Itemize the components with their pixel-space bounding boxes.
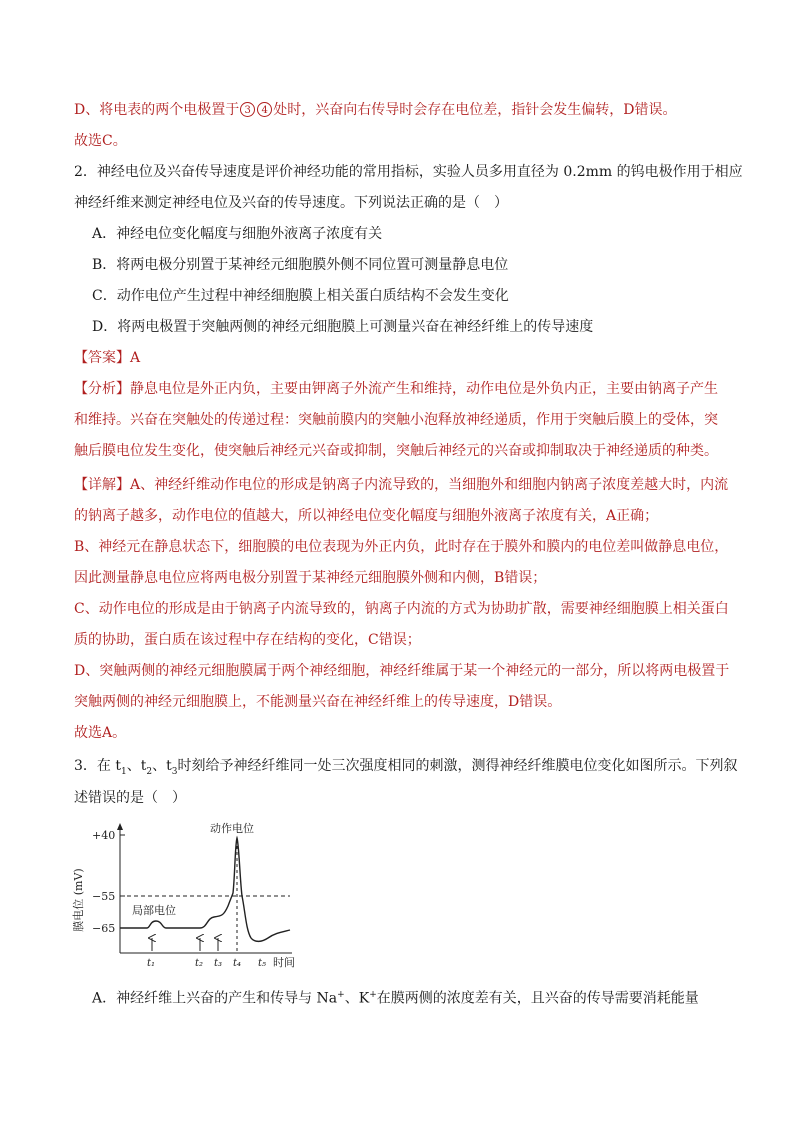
y-axis-label: 膜电位 (mV) bbox=[72, 868, 85, 932]
q2-analysis-line-1: 【分析】静息电位是外正内负，主要由钾离子外流产生和维持，动作电位是外负内正，主要由钠离子产生 bbox=[74, 381, 718, 397]
q2-analysis-line-3: 触后膜电位发生变化，使突触后神经元兴奋或抑制，突触后神经元的兴奋或抑制取决于神经递质的种类。 bbox=[74, 443, 718, 459]
ytick-label-55: −55 bbox=[92, 890, 116, 903]
q2-answer: 【答案】A bbox=[74, 350, 141, 366]
x-axis-label: 时间 bbox=[273, 956, 295, 969]
ytick-label-65: −65 bbox=[92, 922, 116, 935]
q3-option-a: A．神经纤维上兴奋的产生和传导与 Na+、K+在膜两侧的浓度差有关，且兴奋的传导需要消耗能量 bbox=[92, 990, 699, 1007]
y-axis-arrow bbox=[117, 823, 123, 830]
q2-detail-line-6: 质的协助，蛋白质在该过程中存在结构的变化，C错误； bbox=[74, 632, 421, 648]
q2-detail-line-3: B、神经元在静息状态下，细胞膜的电位表现为外正内负，此时存在于膜外和膜内的电位差叫做静息电位， bbox=[74, 539, 729, 555]
q2-option-c: C．动作电位产生过程中神经细胞膜上相关蛋白质结构不会发生变化 bbox=[92, 288, 509, 304]
q2-detail-line-5: C、动作电位的形成是由于钠离子内流导致的，钠离子内流的方式为协助扩散，需要神经细胞膜上相关蛋白 bbox=[74, 601, 729, 617]
annotation-local-potential: 局部电位 bbox=[132, 904, 176, 917]
q2-detail-line-8: 突触两侧的神经元细胞膜上，不能测量兴奋在神经纤维上的传导速度，D错误。 bbox=[74, 694, 562, 710]
q2-detail-line-7: D、突触两侧的神经元细胞膜属于两个神经细胞，神经纤维属于某一个神经元的一部分，所以将两电极置于 bbox=[74, 663, 730, 679]
q1-option-d-explanation: D、将电表的两个电极置于 3 4 处时，兴奋向右传导时会存在电位差，指针会发生偏转，D错误。 bbox=[74, 102, 677, 118]
q2-detail-line-2: 的钠离子越多，动作电位的值越大，所以神经电位变化幅度与细胞外液离子浓度有关，A正确； bbox=[74, 508, 659, 524]
annotation-action-potential: 动作电位 bbox=[210, 822, 254, 835]
xtick-label-t5: t₅ bbox=[258, 958, 267, 969]
ytick-label-40: +40 bbox=[92, 829, 116, 842]
xtick-label-t3: t₃ bbox=[214, 958, 223, 969]
q2-detail-line-4: 因此测量静息电位应将两电极分别置于某神经元细胞膜外侧和内侧，B错误； bbox=[74, 570, 547, 586]
xtick-label-t4: t₄ bbox=[233, 958, 242, 969]
q2-stem-line-2: 神经纤维来测定神经电位及兴奋的传导速度。下列说法正确的是（ ） bbox=[74, 195, 508, 211]
q2-analysis-line-2: 和维持。兴奋在突触处的传递过程：突触前膜内的突触小泡释放神经递质，作用于突触后膜上的受体，突 bbox=[74, 412, 718, 428]
circled-number-4: 4 bbox=[257, 102, 272, 117]
q2-option-d: D．将两电极置于突触两侧的神经元细胞膜上可测量兴奋在神经纤维上的传导速度 bbox=[92, 319, 594, 335]
xtick-label-t2: t₂ bbox=[195, 958, 204, 969]
q2-stem-line-1: 2．神经电位及兴奋传导速度是评价神经功能的常用指标，实验人员多用直径为 0.2mm 的钨电极作用于相应 bbox=[74, 164, 743, 180]
xtick-label-t1: t₁ bbox=[147, 958, 156, 969]
q3-stem-line-2: 述错误的是（ ） bbox=[74, 790, 186, 806]
circled-number-3: 3 bbox=[240, 102, 255, 117]
q2-detail-line-1: 【详解】A、神经纤维动作电位的形成是钠离子内流导致的，当细胞外和细胞内钠离子浓度差越大时，内流 bbox=[74, 477, 729, 493]
potential-curve bbox=[120, 838, 290, 941]
q2-option-b: B．将两电极分别置于某神经元细胞膜外侧不同位置可测量静息电位 bbox=[92, 257, 509, 273]
q2-option-a: A．神经电位变化幅度与细胞外液离子浓度有关 bbox=[92, 226, 383, 242]
stimulus-arrows bbox=[152, 938, 218, 951]
membrane-potential-chart bbox=[70, 820, 310, 970]
q2-choose: 故选A。 bbox=[74, 725, 127, 741]
q3-stem-line-1: 3．在 $t_1$、$t_2$、$t_3$时刻给予神经纤维同一处三次强度相同的刺激，测得神经纤维膜电位变化如图所示。下列叙 bbox=[74, 758, 738, 777]
q1-choose: 故选C。 bbox=[74, 133, 127, 149]
